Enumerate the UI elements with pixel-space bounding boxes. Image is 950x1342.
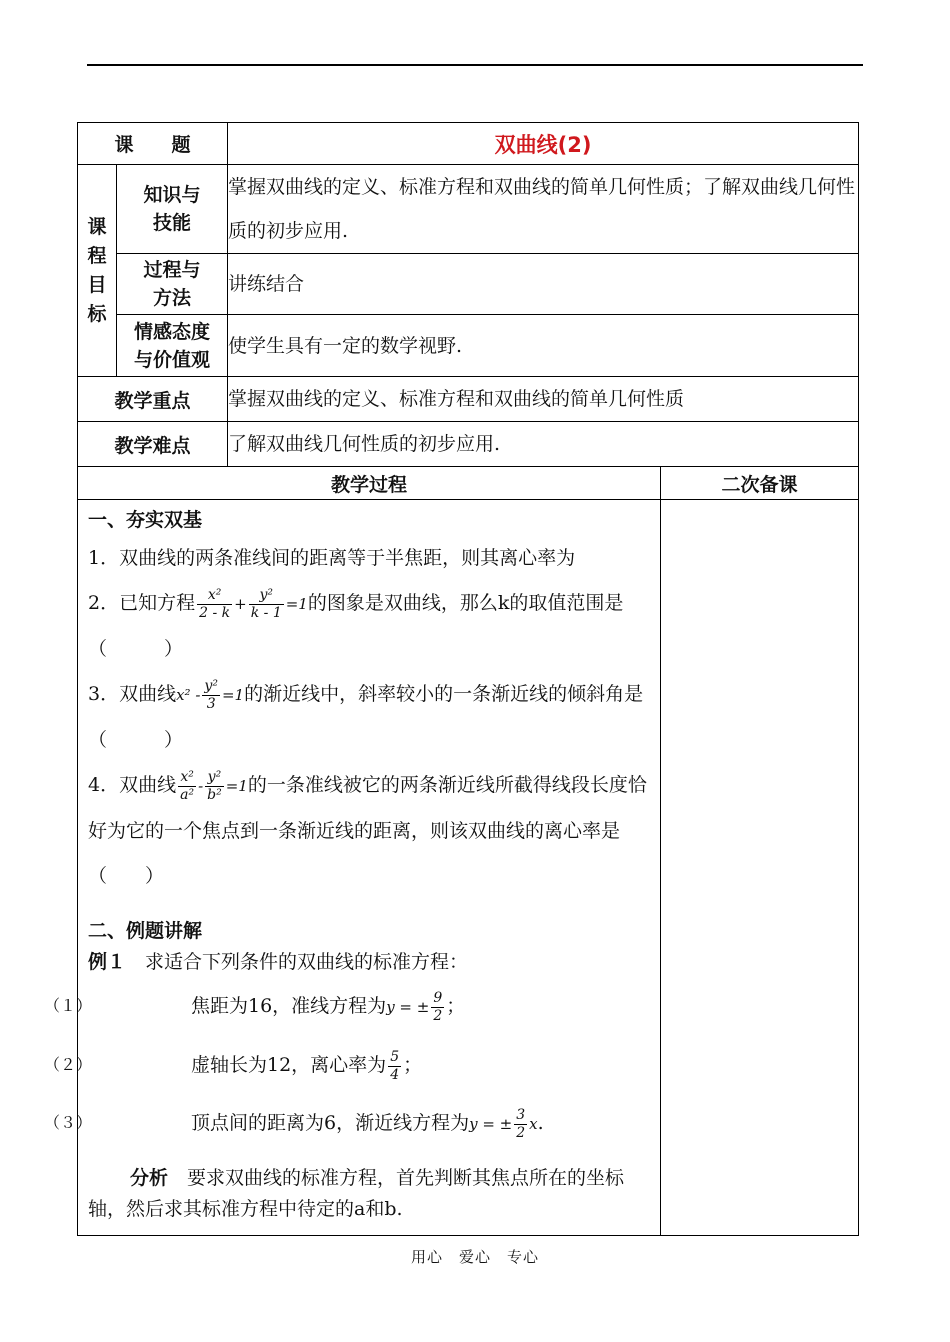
process-header-row [78,467,859,500]
item-mark: （２） [44,1055,93,1074]
math-fraction: $\frac{9}{2}$ [433,989,443,1024]
math-fraction: $\frac{5}{4}$ [390,1048,400,1083]
objective-row-attitude [78,315,859,377]
header-rule [87,64,863,66]
example-label: 例１ [88,951,127,973]
process-method-label: 过程与 方法 [117,254,228,315]
difficult-point-row [78,422,859,467]
example-item-3: （３） 顶点间的距离为6，渐近线方程为y = ± $\frac{3}{2}$ x. [88,1094,652,1153]
teaching-process-content [44,500,661,1236]
analysis-label: 分析 [130,1167,169,1189]
objectives-label [78,165,117,377]
example-1: 例１ 求适合下列条件的双曲线的标准方程： [88,951,469,973]
example-item-2: （２） 虚轴长为12，离心率为 $\frac{5}{4}$ ； [88,1036,652,1094]
math-fraction: $\frac{3}{2}$ [516,1106,526,1141]
math-fraction: $\frac{\text{y²}}{k - 1}$ [250,586,282,621]
topic-row [78,123,859,165]
attitude-values-content: 使学生具有一定的数学视野. [228,315,859,377]
item-mark: （１） [44,996,93,1015]
knowledge-skills-content: 掌握双曲线的定义、标准方程和双曲线的简单几何性质；了解双曲线几何性质的初步应用. [228,165,859,254]
analysis: 分析 要求双曲线的标准方程，首先判断其焦点所在的坐标轴，然后求其标准方程中待定的a和b. [88,1167,625,1220]
teaching-process-header: 教学过程 [78,467,661,500]
second-prep-header: 二次备课 [661,467,859,500]
key-point-content: 掌握双曲线的定义、标准方程和双曲线的简单几何性质 [228,377,859,422]
knowledge-skills-label: 知识与 技能 [117,165,228,254]
process-method-content: 讲练结合 [228,254,859,315]
math-fraction: $\frac{\text{x²}}{\text{a²}}$ [180,768,195,803]
lesson-plan-table [44,122,859,1236]
section-examples-title: 二、例题讲解 [88,920,203,942]
page-footer: 用心 爱心 专心 [410,1248,539,1266]
item-mark: （３） [44,1113,93,1132]
math-fraction: $\frac{\text{y²}}{3}$ [204,677,218,712]
question-4: 4．双曲线 $\frac{\text{x²}}{\text{a²}}$ - $\frac{\text{y²}}{\text{b²}}$ =1的一条准线被它的两条渐近线所截得线段长度恰好为它的一个焦点到一条渐近线的距离，则该双曲线的离心率是（ ） [88,768,647,887]
objective-row-knowledge [78,165,859,254]
question-1: 1．双曲线的两条准线间的距离等于半焦距，则其离心率为 [88,547,576,569]
section-basics-title: 一、夯实双基 [88,509,203,531]
math-fraction: $\frac{\text{y²}}{\text{b²}}$ [207,768,222,803]
example-item-1: （１） 焦距为16，准线方程为y = ± $\frac{9}{2}$ ； [88,977,652,1036]
objectives-label-text: 课 程 目 标 [87,215,107,325]
process-body-row [78,500,859,1236]
question-2: 2．已知方程 $\frac{\text{x²}}{2 - k}$ + $\frac{\text{y²}}{k - 1}$ =1的图象是双曲线，那么k的取值范围是（ ） [88,586,624,660]
key-point-row [78,377,859,422]
lesson-title: 双曲线(2) [228,123,859,165]
math-fraction: $\frac{\text{x²}}{2 - k}$ [199,586,231,621]
objective-row-process [78,254,859,315]
topic-label: 课 题 [78,123,228,165]
second-prep-content [661,500,859,1236]
attitude-values-label: 情感态度 与价值观 [117,315,228,377]
difficult-point-content: 了解双曲线几何性质的初步应用. [228,422,859,467]
key-point-label: 教学重点 [78,377,228,422]
difficult-point-label: 教学难点 [78,422,228,467]
question-3: 3．双曲线x² - $\frac{\text{y²}}{3}$ =1的渐近线中，斜率较小的一条渐近线的倾斜角是（ ） [88,677,644,751]
